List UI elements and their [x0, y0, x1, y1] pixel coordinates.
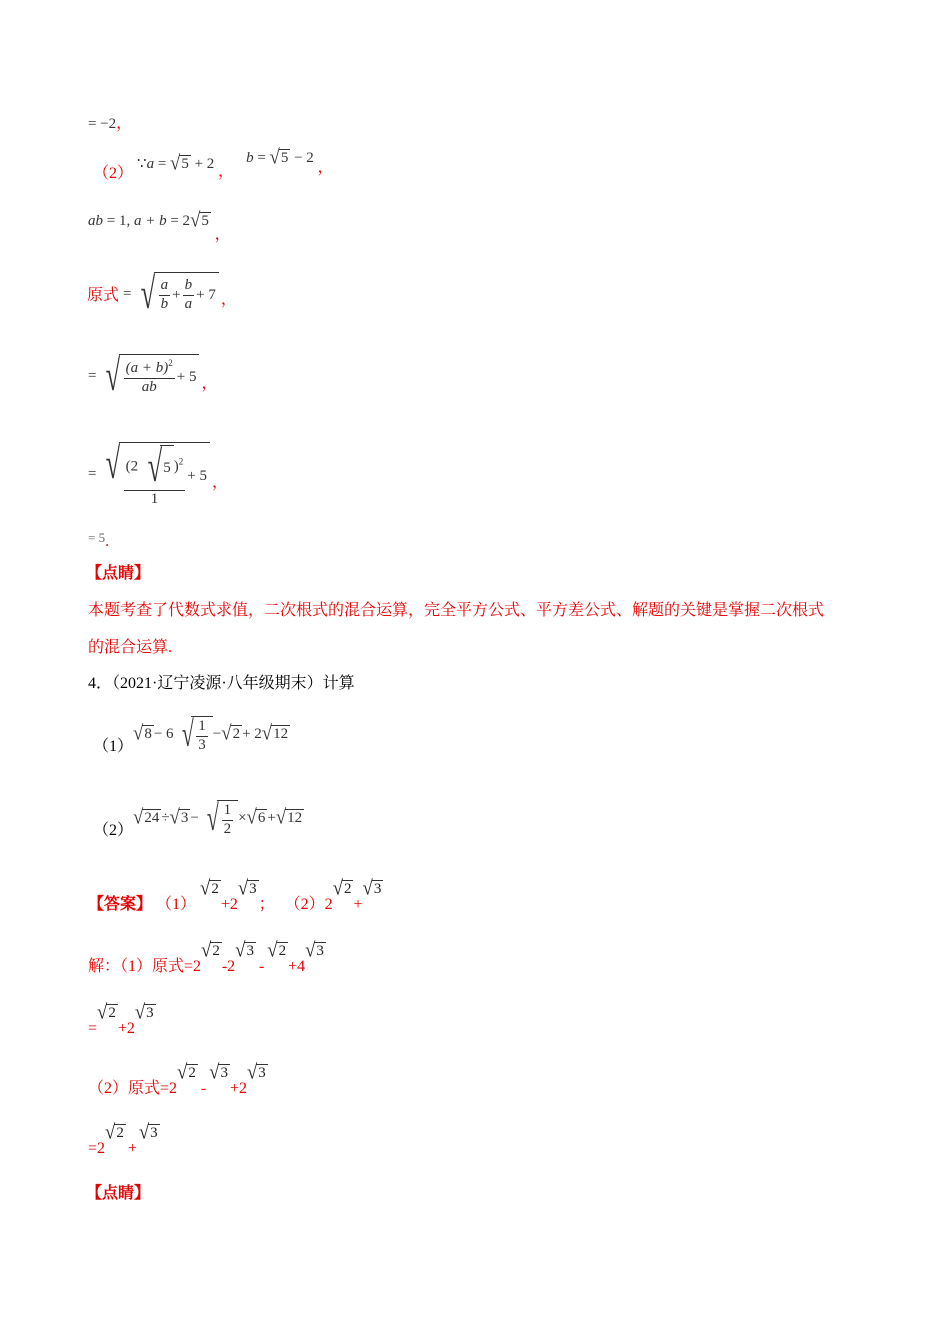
- radical-expression: √ (2 √ 5 )$^2$ 1 + 5: [96, 442, 210, 508]
- equals: =: [88, 466, 97, 483]
- step-square-form: [88, 351, 218, 400]
- dianjing-heading: 【点睛】: [86, 565, 151, 582]
- math-expression: √ 24 ÷ √ 3 − √ $\frac{1}{2}$ × √ 6 + √ 12: [133, 798, 303, 838]
- minus-two: − 2: [290, 149, 314, 166]
- given-b: [246, 145, 317, 169]
- label-original: 原式: [87, 287, 120, 304]
- var-b: b: [246, 149, 254, 166]
- sqrt-3: √ 3: [237, 876, 257, 900]
- part-label: （2）2: [284, 896, 333, 914]
- step-final-5: [88, 530, 110, 550]
- part-label: （2）: [93, 821, 134, 839]
- punctuation: ，: [317, 158, 334, 176]
- punctuation: ，: [220, 291, 237, 308]
- punctuation: ，: [201, 375, 218, 392]
- math-expression: √ 8 − 6 √ $\frac{1}{3}$ − √ 2 + 2 √ 12: [133, 714, 289, 754]
- math-expression: = −2: [88, 116, 117, 132]
- part-label: （1）: [156, 896, 197, 914]
- original-expression: [87, 269, 237, 318]
- dianjing-text-line1: 本题考查了代数式求值，二次根式的混合运算，完全平方公式、平方差公式、解题的关键是掌握二次根式: [88, 602, 825, 619]
- punctuation: .: [105, 533, 110, 550]
- math-expression: ab = 1, a + b = 2 √ 5: [88, 208, 209, 232]
- step-result-minus2: [88, 116, 132, 132]
- sqrt-2: √ 2: [332, 876, 352, 900]
- question-4-part2: [93, 800, 304, 838]
- ab-and-sum: [88, 208, 231, 243]
- punctuation: ，: [212, 473, 229, 491]
- punctuation: ，: [116, 115, 133, 132]
- sqrt-5: √ 5: [190, 208, 209, 232]
- answer-line: 【答案】 （1） √ 2 +2 √ 3 ； （2）2 √ 2 + √ 3: [88, 876, 382, 914]
- sqrt-5: √ 5: [170, 151, 189, 175]
- answer-heading: 【答案】: [88, 896, 153, 914]
- equals: =: [154, 155, 171, 172]
- dianjing-heading-2: 【点睛】: [86, 1185, 151, 1202]
- solution-line1: 解：（1）原式=2 √ 2 -2 √ 3 - √ 2 +4 √ 3: [88, 938, 324, 976]
- punctuation: ，: [218, 162, 235, 180]
- equals: =: [123, 285, 132, 302]
- solution-line2: = √ 2 +2 √ 3: [88, 1000, 154, 1038]
- radical-expression: √ $\frac{a}{b}$ + $\frac{b}{a}$ + 7: [131, 272, 218, 316]
- part-label: （2）: [93, 164, 134, 182]
- math-expression: = 5: [88, 530, 106, 545]
- equals: =: [88, 367, 97, 384]
- sqrt-2: √ 2: [200, 876, 219, 900]
- because-symbol: ∵: [137, 155, 147, 172]
- part-label: （1）: [93, 737, 134, 755]
- dianjing-text-line2: 的混合运算.: [88, 639, 173, 656]
- given-a: [137, 151, 218, 175]
- equals: =: [253, 149, 270, 166]
- solution-line3: （2）原式=2 √ 2 - √ 3 +2 √ 3: [88, 1060, 266, 1098]
- plus-two: + 2: [190, 155, 215, 172]
- sqrt-3: √ 3: [362, 876, 382, 900]
- sqrt-5: √ 5: [269, 145, 289, 169]
- part2-given: [93, 145, 334, 182]
- solution-line4: =2 √ 2 + √ 3: [88, 1120, 158, 1158]
- step-substitution: [88, 439, 229, 508]
- var-a: a: [146, 155, 155, 172]
- question-4-part1: [93, 716, 290, 754]
- question-4-title: 4．（2021·辽宁凌源·八年级期末）计算: [88, 675, 355, 692]
- radical-expression: √ $\frac{(a + b)^2}{ab}$ + 5: [96, 354, 199, 398]
- punctuation: ，: [214, 225, 231, 243]
